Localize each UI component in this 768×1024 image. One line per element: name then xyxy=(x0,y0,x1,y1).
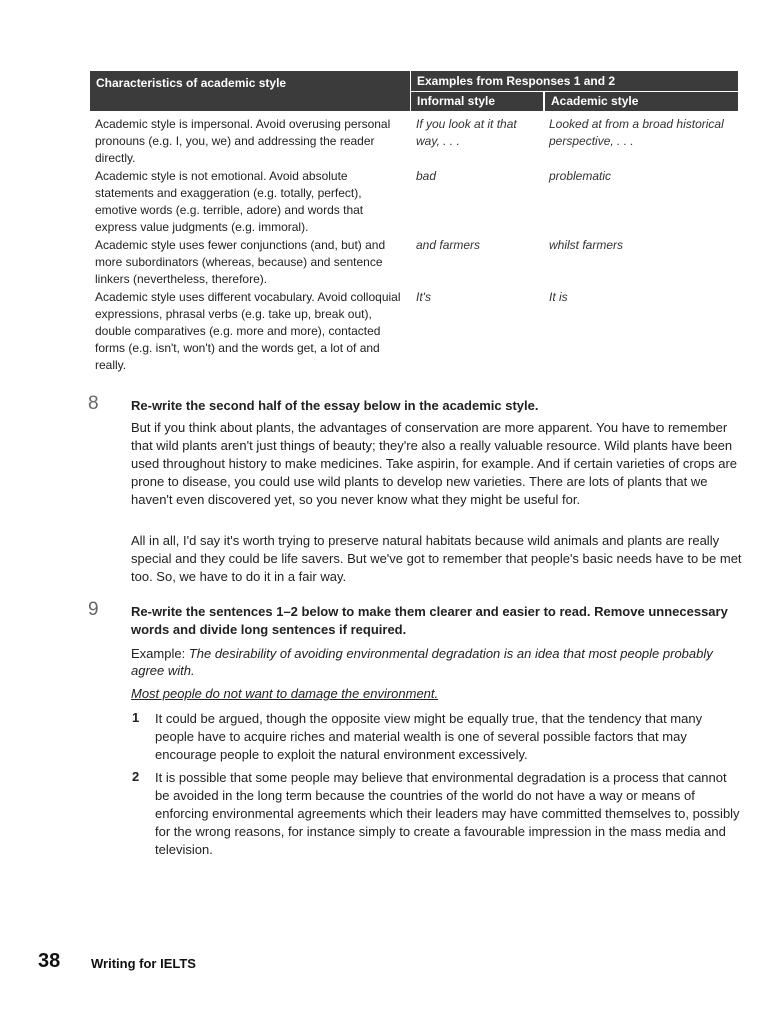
question-8-paragraph-2: All in all, I'd say it's worth trying to preserve natural habitats because wild animals and plants are really special and they could be life savers. But we've got to remember that people's basic needs have to be met too. So, we have to do it in a fair way. xyxy=(131,533,742,584)
question-9-example xyxy=(131,645,743,679)
table-row-2-characteristic: Academic style is not emotional. Avoid absolute statements and exaggeration (e.g. totally, perfect), emotive words (e.g. terrible, adore) and words that express value judgments (e.g. immoral). xyxy=(95,169,364,234)
question-9-item-2-text: It is possible that some people may believe that environmental degradation is a process that cannot be avoided in the long term because the countries of the world do not have a way or means of enforcing environmental agreements which their leaders may have committed themselves to, possibly for the wrong reasons, for instance simply to create a favourable impression in the mass media and television. xyxy=(155,770,740,857)
question-9-item-1-text: It could be argued, though the opposite view might be equally true, that the tendency that many people have to acquire riches and material wealth is one of several possible factors that may encourage people to exploit the natural environment excessively. xyxy=(155,711,703,762)
table-row-2-academic: problematic xyxy=(549,169,612,183)
example-label: Example: xyxy=(131,646,189,661)
question-8-number: 8 xyxy=(88,393,99,414)
question-9-example-answer: Most people do not want to damage the environment. xyxy=(131,686,439,701)
table-header-informal: Informal style xyxy=(411,92,543,111)
question-8-paragraph-1: But if you think about plants, the advantages of conservation are more apparent. You have to remember that wild plants aren't just things of beauty; they're also a really valuable resource. Wild plants have been used throughout history to make medicines. Take aspirin, for example. And if certain varieties of crops are prone to disease, you could use wild plants to develop new varieties. There are lots of plants that we haven't even discovered yet, so you never know what they might be useful for. xyxy=(131,420,738,507)
table-row-1-informal: If you look at it that way, . . . xyxy=(416,117,517,148)
table-row-3-academic: whilst farmers xyxy=(549,238,624,252)
table-row-4-academic: It is xyxy=(549,290,568,304)
question-9-item-1-number: 1 xyxy=(132,710,140,725)
table-header-examples: Examples from Responses 1 and 2 xyxy=(411,71,738,91)
table-row-2-informal: bad xyxy=(416,169,437,183)
book-title: Writing for IELTS xyxy=(91,956,196,971)
question-9-title: Re-write the sentences 1–2 below to make them clearer and easier to read. Remove unnecessary words and divide long sentences if required. xyxy=(131,604,728,637)
table-header-academic: Academic style xyxy=(545,92,738,111)
page-number: 38 xyxy=(38,950,61,972)
example-text: The desirability of avoiding environmental degradation is an idea that most people probably agree with. xyxy=(131,646,713,678)
question-8-title: Re-write the second half of the essay below in the academic style. xyxy=(131,398,539,413)
question-9-item-2-number: 2 xyxy=(132,769,140,784)
question-9-number: 9 xyxy=(88,599,99,620)
table-row-1-characteristic: Academic style is impersonal. Avoid overusing personal pronouns (e.g. I, you, we) and addressing the reader directly. xyxy=(95,117,391,165)
table-header-characteristics: Characteristics of academic style xyxy=(90,71,410,111)
table-row-4-characteristic: Academic style uses different vocabulary. Avoid colloquial expressions, phrasal verbs (e.g. take up, break out), double comparatives (e.g. more and more), contacted forms (e.g. isn't, won't) and the words get, a lot of and really. xyxy=(95,290,401,372)
table-row-3-characteristic: Academic style uses fewer conjunctions (and, but) and more subordinators (whereas, because) and sentence linkers (nevertheless, therefore). xyxy=(95,238,386,286)
table-row-3-informal: and farmers xyxy=(416,238,481,252)
table-row-1-academic: Looked at from a broad historical perspective, . . . xyxy=(549,117,724,148)
table-row-4-informal: It's xyxy=(416,290,431,304)
